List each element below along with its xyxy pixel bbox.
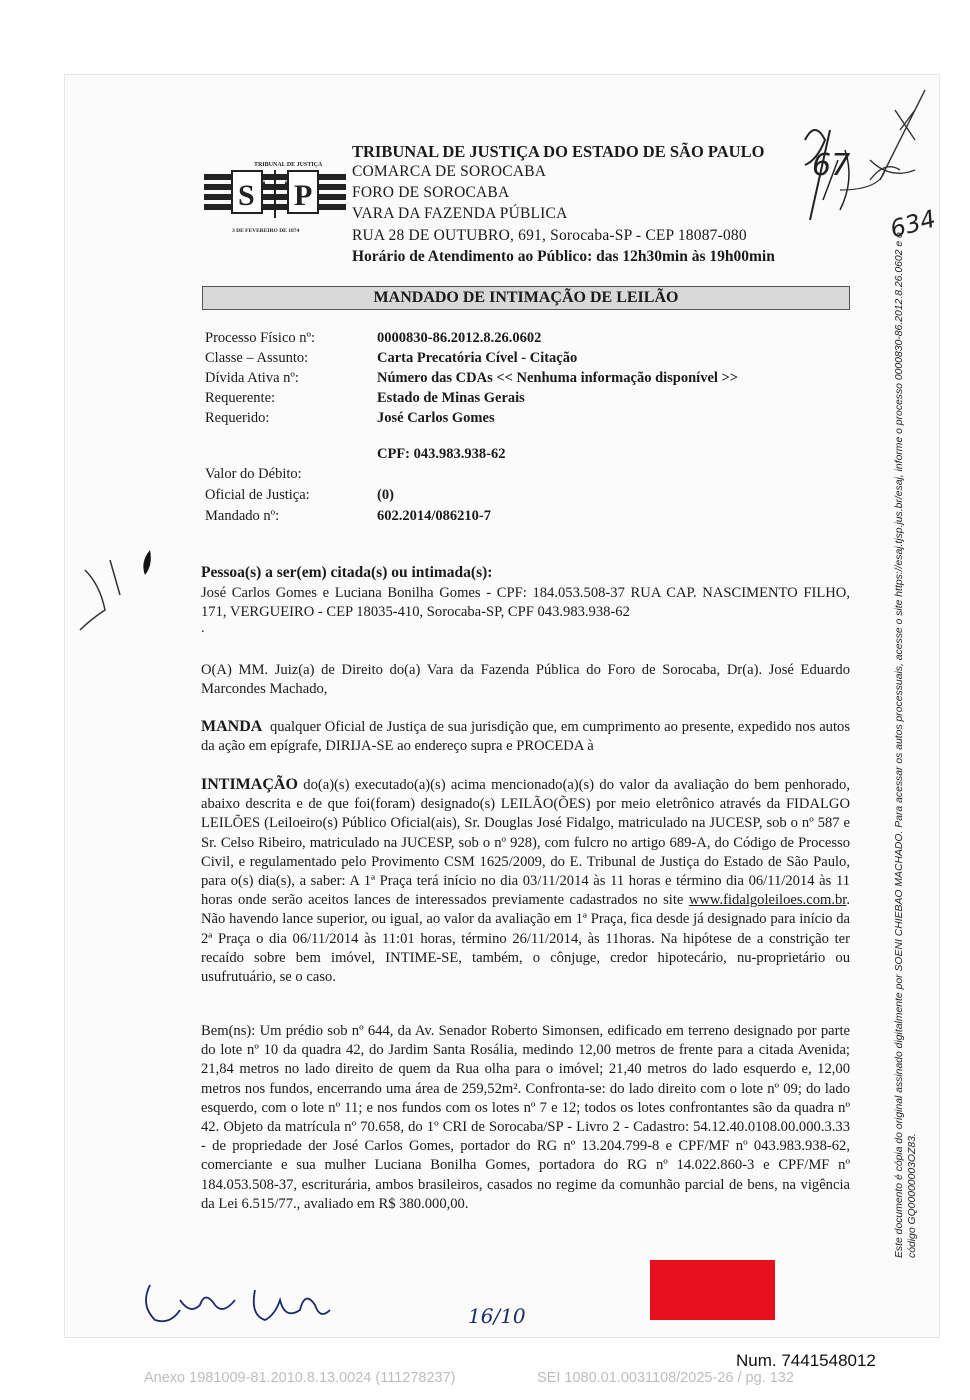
classe-label: Classe – Assunto: — [205, 350, 309, 366]
oficial-value: (0) — [377, 487, 394, 503]
requerente-value: Estado de Minas Gerais — [377, 390, 525, 406]
comarca-line: COMARCA DE SOROCABA — [352, 163, 547, 180]
processo-value: 0000830-86.2012.8.26.0602 — [377, 330, 542, 346]
requerente-label: Requerente: — [205, 390, 276, 406]
divida-label: Dívida Ativa nº: — [205, 370, 299, 386]
annex-reference: Anexo 1981009-81.2010.8.13.0024 (111278237) — [144, 1370, 456, 1386]
site-link[interactable]: www.fidalgoleiloes.com.br — [688, 892, 847, 909]
logo-bottom-text: 3 DE FEVEREIRO DE 1874 — [232, 228, 300, 234]
divida-value: Número das CDAs << Nenhuma informação disponível >> — [377, 370, 739, 386]
hours-line: Horário de Atendimento ao Público: das 12h30min às 19h00min — [352, 248, 775, 265]
manda-keyword: MANDA — [201, 718, 263, 735]
classe-value: Carta Precatória Cível - Citação — [377, 350, 578, 366]
juiz-paragraph: O(A) MM. Juiz(a) de Direito do(a) Vara da Fazenda Pública do Foro de Sorocaba, Dr(a). José Eduardo Marcondes Machado, — [201, 662, 850, 698]
pessoas-heading: Pessoa(s) a ser(em) citada(s) ou intimada(s): — [201, 564, 493, 581]
intimacao-text-end: . Não havendo lance superior, ou igual, ao valor da avaliação em 1ª Praça, fica desde já designado para início da 2ª Praça o dia 06/11/2014 às 11:01 horas, término 26/11/2014, às 11horas. Na hipótese de a constrição ter recaído sobre bem imóvel, INTIME-SE, também, o cônjuge, credor hipotecário, nu-proprietário ou usufrutuário, se o caso. — [201, 892, 850, 986]
requerido-value: José Carlos Gomes — [377, 410, 495, 426]
foro-line: FORO DE SOROCABA — [352, 184, 510, 201]
requerido-label: Requerido: — [205, 410, 270, 426]
cpf-value: CPF: 043.983.938-62 — [377, 446, 506, 462]
document-number: Num. 7441548012 — [736, 1351, 876, 1370]
court-name: TRIBUNAL DE JUSTIÇA DO ESTADO DE SÃO PAULO — [352, 142, 765, 161]
address-line: RUA 28 DE OUTUBRO, 691, Sorocaba-SP - CEP 18087-080 — [352, 227, 747, 244]
processo-label: Processo Físico nº: — [205, 330, 316, 346]
page-mark-67: 67 — [812, 148, 851, 183]
digital-signature-note: Este documento é cópia do original assinado digitalmente por SOENI CHIEBAO MACHADO. Para acessar os autos processuais, acesse o site https://esaj.tjsp.jus.br/esaj, informe o processo 0000830-86.2012.8.26.0602 e o código GQ00000003OZ83. — [894, 232, 918, 1258]
page-mark-634: 634 — [887, 204, 939, 244]
valor-label: Valor do Débito: — [205, 466, 302, 482]
pessoas-dot: . — [201, 621, 205, 636]
svg-text:P: P — [294, 179, 313, 212]
oficial-label: Oficial de Justiça: — [205, 487, 310, 503]
svg-text:S: S — [238, 179, 255, 212]
intimacao-text: do(a)(s) executado(a)(s) acima mencionado(a)(s) do valor da avaliação do bem penhorado, abaixo descrita e de que foi(foram) designado(s) LEILÃO(ÕES) por meio eletrônico através da FIDALGO LEILÕES (Leiloeiro(s) Público Oficial(ais), Sr. Douglas José Fidalgo, matriculado na JUCESP, sob o nº 587 e Sr. Celso Ribeiro, matriculado na JUCESP, sob o nº 928), com fulcro no artigo 689-A, do Código de Processo Civil, e regulamentado pelo Provimento CSM 1625/2009, do E. Tribunal de Justiça do Estado de São Paulo, para o(s) dia(s), a saber: A 1ª Praça terá início no dia 03/11/2014 às 11 horas e término dia 06/11/2014 às 11 horas onde serão aceitos lances de interessados previamente cadastrados no site — [201, 777, 850, 909]
mandado-label: Mandado nº: — [205, 508, 280, 524]
vara-line: VARA DA FAZENDA PÚBLICA — [352, 205, 568, 222]
manda-text: qualquer Oficial de Justiça de sua jurisdição que, em cumprimento ao presente, expedido nos autos da ação em epígrafe, DIRIJA-SE ao endereço supra e PROCEDA à — [201, 719, 850, 755]
bens-paragraph: Bem(ns): Um prédio sob nº 644, da Av. Senador Roberto Simonsen, edificado em terreno designado por parte do lote nº 10 da quadra 42, do Jardim Santa Rosália, medindo 12,00 metros de frente para a citada Avenida; 21,84 metros no lado direito de quem da Rua olha para o imóvel; 21,40 metros do lado esquerdo e, 12,00 metros nos fundos, encerrando uma área de 259,52m². Confronta-se: do lado direito com o lote nº 09; do lado esquerdo, com o lote nº 11; e nos fundos com os lotes nº 7 e 12; todos os lotes confrontantes são da quadra nº 42. Objeto da matrícula nº 70.658, do 1º CRI de Sorocaba/SP - Livro 2 - Cadastro: 54.12.40.0108.00.000.3.33 - de propriedade der José Carlos Gomes, portador do RG nº 13.204.799-8 e CPF/MF nº 043.983.938-62, comerciante e sua mulher Luciana Bonilha Gomes, portadora do RG nº 14.022.860-3 e CPF/MF nº 184.053.508-37, escriturária, ambos brasileiros, casados no regime da comunhão parcial de bens, na vigência da Lei 6.515/77., avaliado em R$ 380.000,00. — [201, 1023, 850, 1212]
logo-top-text: TRIBUNAL DE JUSTIÇA — [254, 162, 323, 168]
mandado-value: 602.2014/086210-7 — [377, 508, 491, 524]
handwritten-date: 16/10 — [468, 1304, 526, 1328]
pessoas-text: José Carlos Gomes e Luciana Bonilha Gomes - CPF: 184.053.508-37 RUA CAP. NASCIMENTO FILHO, 171, VERGUEIRO - CEP 18035-410, Sorocaba-SP, CPF 043.983.938-62 — [201, 585, 850, 621]
document-title: MANDADO DE INTIMAÇÃO DE LEILÃO — [202, 286, 850, 310]
sei-reference: SEI 1080.01.0031108/2025-26 / pg. 132 — [537, 1370, 794, 1386]
intimacao-keyword: INTIMAÇÃO — [201, 776, 298, 793]
